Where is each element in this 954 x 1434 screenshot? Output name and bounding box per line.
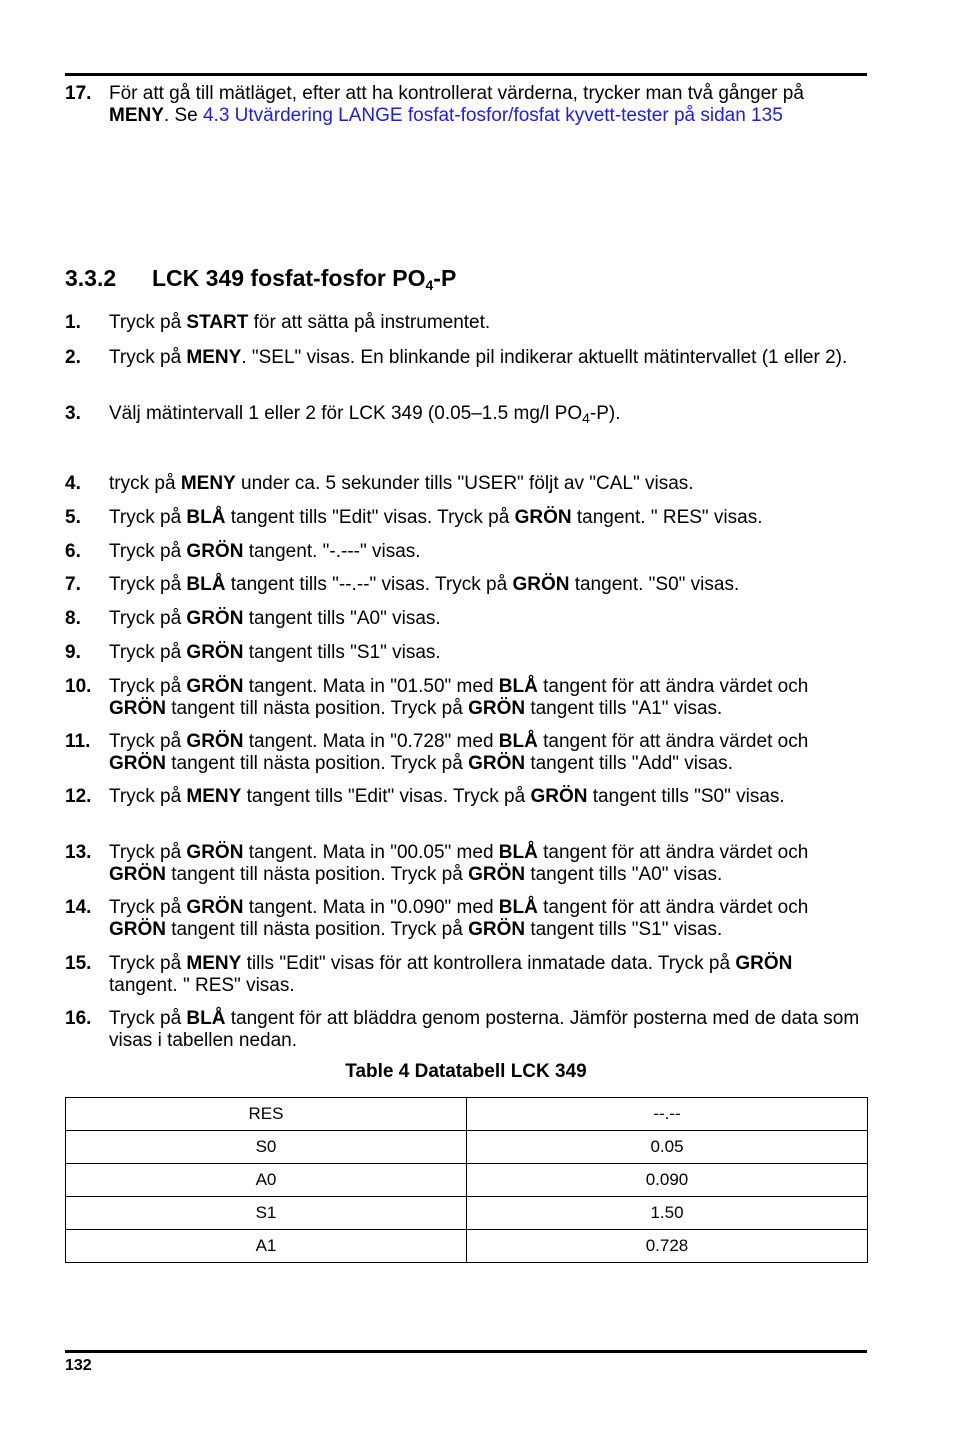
step-text: Välj mätintervall 1 eller 2 för LCK 349 (0.05–1.5 mg/l $PO_4-P$).	[109, 403, 621, 426]
step-number: 16.	[65, 1008, 92, 1029]
bottom-rule	[65, 1350, 867, 1353]
data-table	[65, 1097, 868, 1263]
step-3	[65, 403, 865, 425]
step-number: 13.	[65, 842, 92, 863]
step-6	[65, 541, 865, 563]
step-12	[65, 786, 865, 808]
step-17	[65, 83, 865, 126]
step-number: 15.	[65, 953, 92, 974]
step-14	[65, 897, 865, 940]
step-text: Tryck på MENY. "SEL" visas. En blinkande pil indikerar aktuellt mätintervallet (1 eller 2).	[109, 347, 848, 368]
parameter-cell: A0	[66, 1164, 467, 1197]
parameter-cell: S0	[66, 1131, 467, 1164]
step-5	[65, 507, 865, 529]
step-text: För att gå till mätläget, efter att ha kontrollerat värderna, trycker man två gånger på MENY. Se 4.3 Utvärdering LANGE fosfat-fosfor/fosfat kyvett-tester på sidan 135	[109, 83, 804, 126]
step-8	[65, 608, 865, 630]
step-text: Tryck på GRÖN tangent. Mata in "0.728" med BLÅ tangent för att ändra värdet och GRÖN tangent till nästa position. Tryck på GRÖN tangent tills "Add" visas.	[109, 731, 809, 774]
step-15	[65, 953, 865, 996]
table-row	[66, 1164, 868, 1197]
value-cell: --.--	[467, 1098, 868, 1131]
step-1	[65, 312, 865, 334]
section-title: LCK 349 fosfat-fosfor $PO_4-P$	[152, 265, 457, 293]
step-4	[65, 473, 865, 495]
parameter-cell: A1	[66, 1230, 467, 1263]
step-number: 8.	[65, 608, 81, 629]
step-text: Tryck på START för att sätta på instrumentet.	[109, 312, 491, 333]
table-row	[66, 1230, 868, 1263]
step-number: 6.	[65, 541, 81, 562]
step-text: Tryck på GRÖN tangent tills "A0" visas.	[109, 608, 441, 629]
step-13	[65, 842, 865, 885]
step-7	[65, 574, 865, 596]
parameter-cell: S1	[66, 1197, 467, 1230]
step-number: 14.	[65, 897, 92, 918]
step-text: Tryck på GRÖN tangent tills "S1" visas.	[109, 642, 441, 663]
table-caption: Table 4 Datatabell LCK 349	[345, 1061, 587, 1082]
step-number: 11.	[65, 731, 91, 752]
step-2	[65, 347, 865, 369]
step-text: Tryck på MENY tills "Edit" visas för att kontrollera inmatade data. Tryck på GRÖN tangent. " RES" visas.	[109, 953, 793, 996]
step-16	[65, 1008, 865, 1051]
value-cell: 1.50	[467, 1197, 868, 1230]
step-number: 1.	[65, 312, 81, 333]
step-text: Tryck på BLÅ tangent för att bläddra genom posterna. Jämför posterna med de data som visas i tabellen nedan.	[109, 1008, 860, 1051]
step-10	[65, 676, 865, 719]
step-11	[65, 731, 865, 774]
table-row	[66, 1197, 868, 1230]
top-rule	[65, 73, 867, 76]
step-number: 12.	[65, 786, 92, 807]
step-number: 4.	[65, 473, 81, 494]
value-cell: 0.728	[467, 1230, 868, 1263]
step-text: Tryck på BLÅ tangent tills "Edit" visas. Tryck på GRÖN tangent. " RES" visas.	[109, 507, 763, 528]
step-text: Tryck på GRÖN tangent. Mata in "0.090" med BLÅ tangent för att ändra värdet och GRÖN tangent till nästa position. Tryck på GRÖN tangent tills "S1" visas.	[109, 897, 809, 940]
step-number: 7.	[65, 574, 81, 595]
step-number: 3.	[65, 403, 81, 424]
page-number: 132	[65, 1357, 92, 1374]
table-row	[66, 1131, 868, 1164]
step-number: 2.	[65, 347, 81, 368]
step-number: 9.	[65, 642, 81, 663]
value-cell: 0.05	[467, 1131, 868, 1164]
value-cell: 0.090	[467, 1164, 868, 1197]
section-heading	[65, 265, 456, 292]
section-number: 3.3.2	[65, 265, 117, 291]
step-text: Tryck på GRÖN tangent. Mata in "01.50" med BLÅ tangent för att ändra värdet och GRÖN tangent till nästa position. Tryck på GRÖN tangent tills "A1" visas.	[109, 676, 809, 719]
step-text: tryck på MENY under ca. 5 sekunder tills "USER" följt av "CAL" visas.	[109, 473, 694, 494]
parameter-cell: RES	[66, 1098, 467, 1131]
step-text: Tryck på MENY tangent tills "Edit" visas. Tryck på GRÖN tangent tills "S0" visas.	[109, 786, 785, 807]
step-9	[65, 642, 865, 664]
step-text: Tryck på GRÖN tangent. Mata in "00.05" med BLÅ tangent för att ändra värdet och GRÖN tangent till nästa position. Tryck på GRÖN tangent tills "A0" visas.	[109, 842, 809, 885]
step-text: Tryck på GRÖN tangent. "-.---" visas.	[109, 541, 421, 562]
step-number: 5.	[65, 507, 81, 528]
step-number: 17.	[65, 83, 92, 104]
step-text: Tryck på BLÅ tangent tills "--.--" visas. Tryck på GRÖN tangent. "S0" visas.	[109, 574, 740, 595]
cross-reference-link[interactable]: 4.3 Utvärdering LANGE fosfat-fosfor/fosfat kyvett-tester på sidan 135	[202, 104, 783, 126]
table-row	[66, 1098, 868, 1131]
step-number: 10.	[65, 676, 92, 697]
